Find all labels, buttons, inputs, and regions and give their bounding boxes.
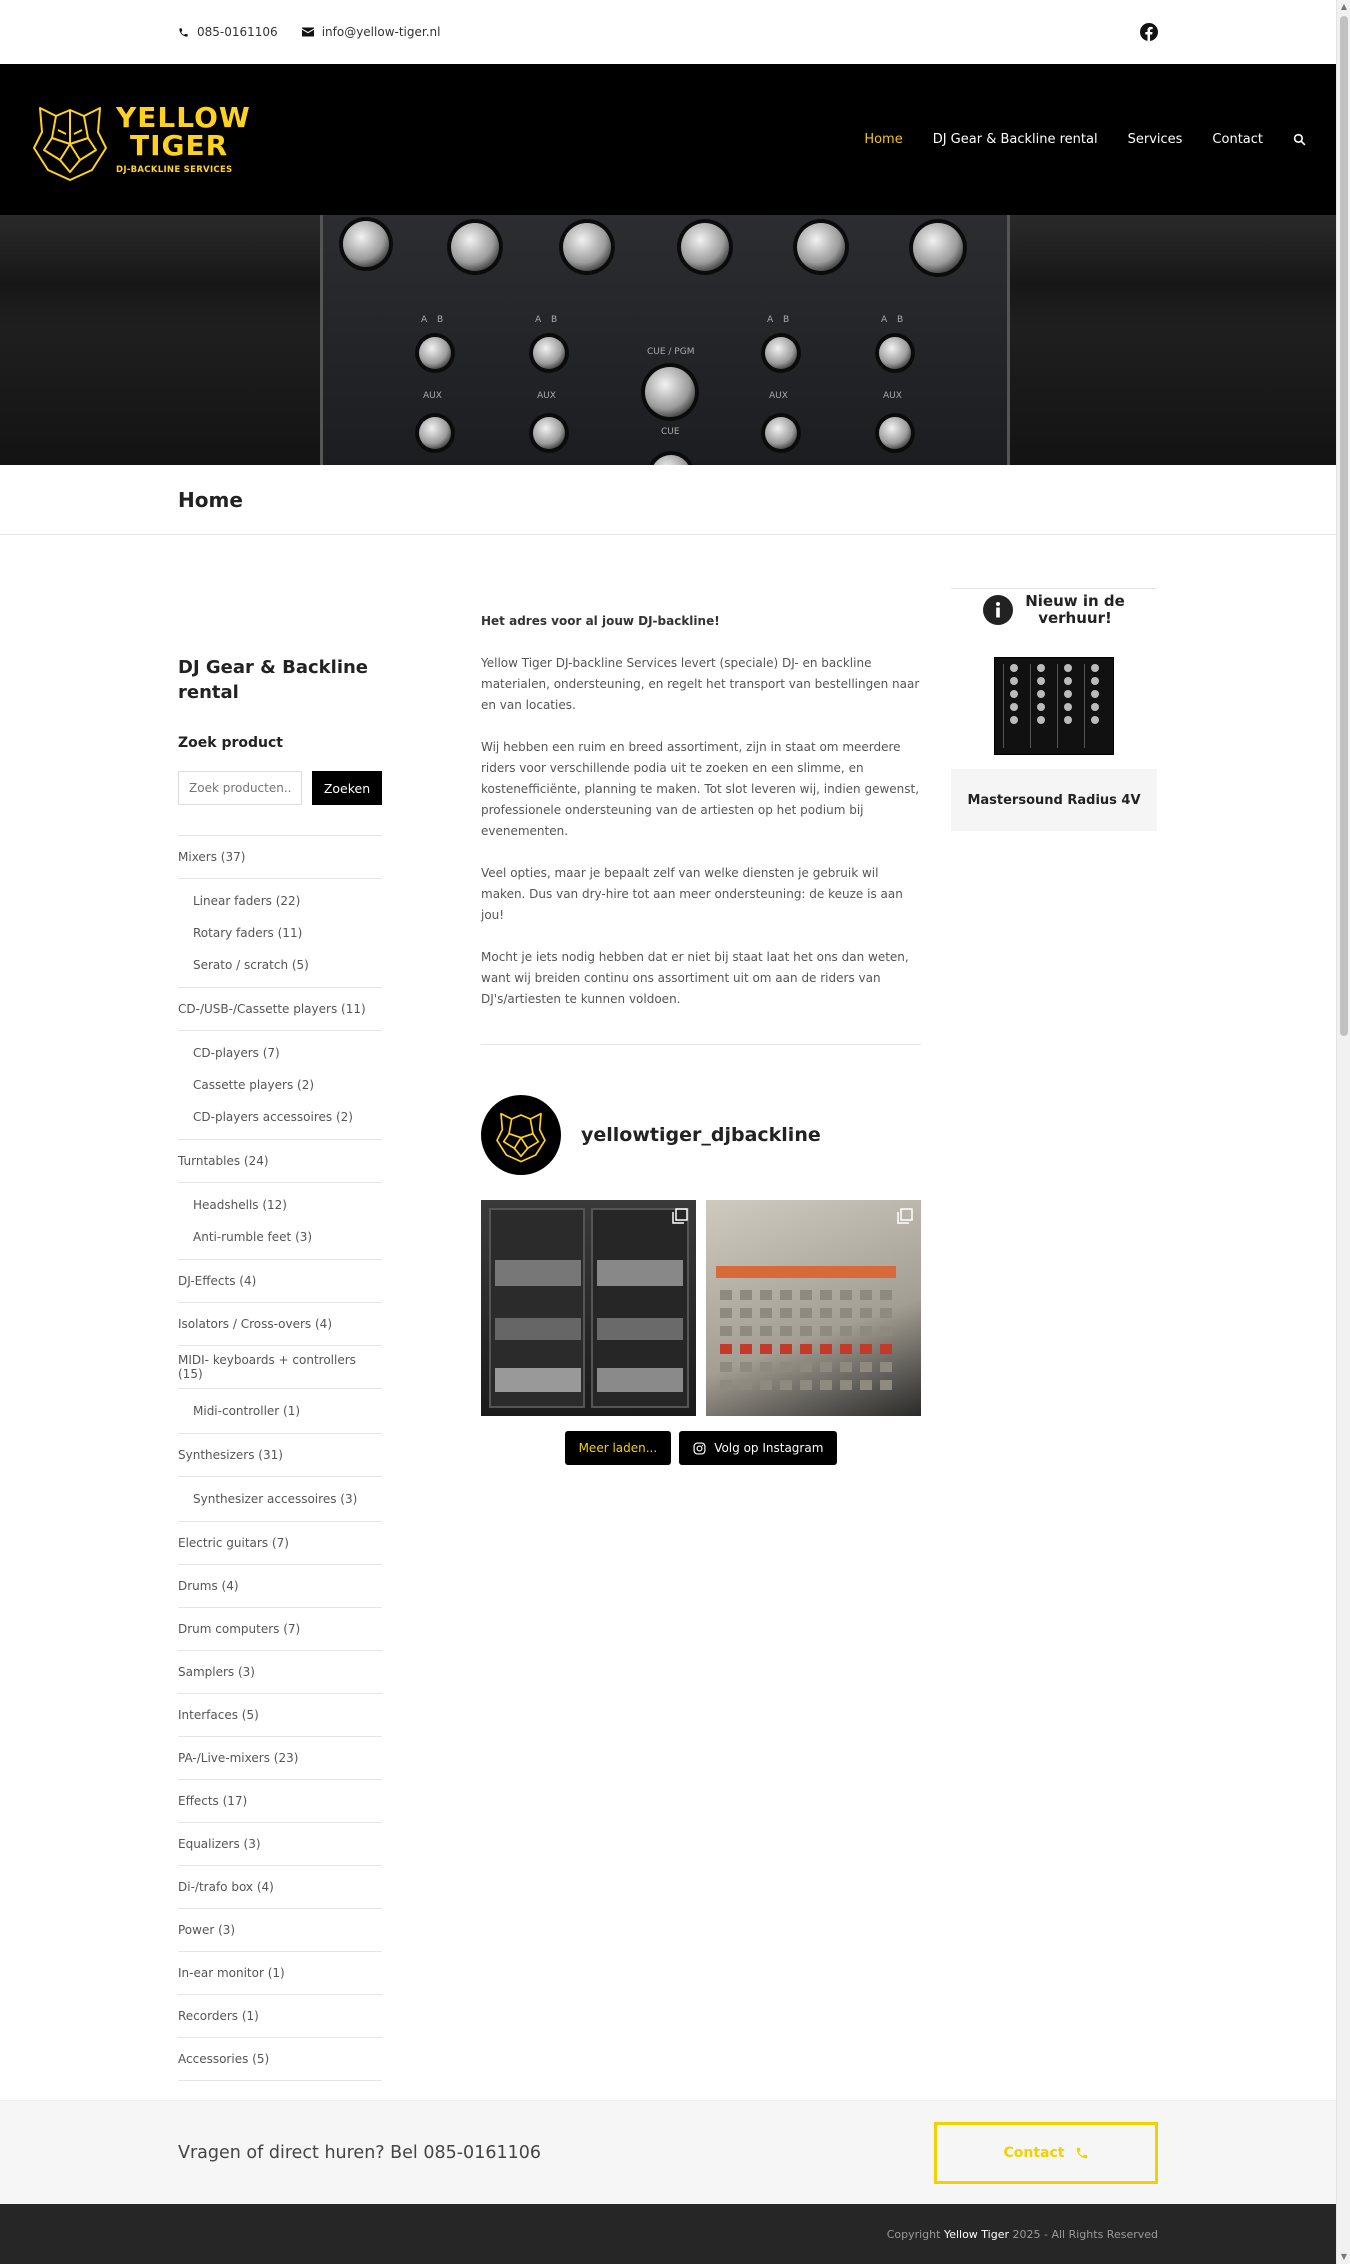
phone-icon (1075, 2146, 1089, 2160)
phone-contact[interactable] (178, 25, 278, 39)
drum-pad (880, 1362, 892, 1372)
category-link[interactable]: Interfaces (5) (178, 1708, 259, 1723)
drum-pad (800, 1326, 812, 1336)
logo-line-1: YELLOW (116, 101, 251, 135)
category-group (178, 1952, 382, 1995)
mini-knob (1091, 716, 1099, 724)
drum-pad (860, 1290, 872, 1300)
mini-knob (1091, 677, 1099, 685)
drum-pad (820, 1326, 832, 1336)
drum-pad (860, 1380, 872, 1390)
gear-unit (495, 1368, 581, 1392)
category-group (178, 1260, 382, 1303)
instagram-username[interactable]: yellowtiger_djbackline (581, 1123, 821, 1146)
mixer-knob (765, 417, 797, 449)
search-icon[interactable] (1293, 133, 1306, 146)
instagram-actions (481, 1431, 921, 1465)
drum-pad (760, 1308, 772, 1318)
scroll-up-arrow-icon[interactable]: ▲ (1340, 2, 1348, 11)
category-group (178, 1995, 382, 2038)
subcategory-link[interactable]: Linear faders (22) (193, 894, 301, 909)
category-group (178, 1866, 382, 1909)
fader-column (1003, 664, 1025, 748)
drum-pad (740, 1326, 752, 1336)
new-rental-widget (951, 588, 1157, 831)
drum-pad (840, 1362, 852, 1372)
drum-pad (780, 1326, 792, 1336)
drum-pad (880, 1290, 892, 1300)
gear-unit (597, 1318, 683, 1340)
category-group (178, 2038, 382, 2081)
fader-column (1030, 664, 1052, 748)
envelope-icon (302, 27, 314, 37)
mini-knob (1064, 716, 1072, 724)
mini-knob (1037, 703, 1045, 711)
page-title-bar (0, 465, 1336, 535)
drum-pad (860, 1308, 872, 1318)
category-link[interactable]: DJ-Effects (4) (178, 1274, 257, 1289)
subcategory-link[interactable]: CD-players (7) (193, 1046, 280, 1061)
sidebar-heading: DJ Gear & Backline rental (178, 657, 369, 704)
drum-pad (760, 1380, 772, 1390)
category-link[interactable]: In-ear monitor (1) (178, 1966, 285, 1981)
widget-title (951, 588, 1157, 627)
drum-pad (760, 1362, 772, 1372)
drum-pad (780, 1308, 792, 1318)
instagram-icon (693, 1442, 706, 1455)
phone-number: 085-0161106 (197, 25, 278, 39)
mini-knob (1064, 703, 1072, 711)
subcategory-link[interactable]: Serato / scratch (5) (193, 958, 309, 973)
instagram-avatar[interactable] (481, 1095, 561, 1175)
facebook-icon[interactable] (1140, 23, 1158, 41)
category-group (178, 1608, 382, 1651)
product-search-form (178, 771, 382, 805)
mixer-knob (419, 337, 451, 369)
gear-unit (597, 1260, 683, 1286)
category-link[interactable]: Recorders (1) (178, 2009, 259, 2024)
mini-knob (1010, 664, 1018, 672)
subcategory-link[interactable]: Rotary faders (11) (193, 926, 303, 941)
drum-pad (820, 1362, 832, 1372)
label-aux: AUX (883, 391, 902, 401)
category-link[interactable]: Electric guitars (7) (178, 1536, 289, 1551)
subcategory-link[interactable]: Cassette players (2) (193, 1078, 315, 1093)
drum-pad (840, 1290, 852, 1300)
drum-pad (840, 1380, 852, 1390)
widget-title-text: Nieuw in de verhuur! (1025, 592, 1125, 627)
mini-knob (1037, 664, 1045, 672)
product-search-input[interactable] (178, 771, 302, 805)
drum-pad (840, 1326, 852, 1336)
drum-pad (800, 1308, 812, 1318)
mixer-panel-image (320, 215, 1010, 465)
mixer-knob (797, 223, 845, 271)
category-link[interactable]: Accessories (5) (178, 2052, 270, 2067)
gear-unit (495, 1318, 581, 1340)
category-group (178, 1737, 382, 1780)
mixer-knob (645, 367, 695, 417)
instagram-post-drum-machine[interactable] (706, 1200, 921, 1416)
mini-knob (1091, 664, 1099, 672)
drum-pad (880, 1308, 892, 1318)
label-b: B (551, 315, 558, 325)
mixer-knob (419, 417, 451, 449)
mixer-knob (533, 337, 565, 369)
nav-contact[interactable]: Contact (1212, 132, 1263, 147)
site-logo[interactable] (30, 98, 251, 182)
mixer-knob (681, 223, 729, 271)
mini-knob (1091, 690, 1099, 698)
intro-heading: Het adres voor al jouw DJ-backline! (481, 614, 720, 628)
hero-side-left (0, 215, 320, 465)
content-divider (481, 1044, 921, 1045)
mini-knob (1064, 664, 1072, 672)
mini-knob (1010, 677, 1018, 685)
category-group (178, 1909, 382, 1952)
logo-tagline: DJ-BACKLINE SERVICES (116, 165, 233, 176)
scroll-down-arrow-icon[interactable]: ▼ (1340, 2252, 1348, 2261)
tiger-logo-icon (30, 98, 110, 182)
category-group (178, 1823, 382, 1866)
page-title: Home (178, 487, 243, 512)
copyright-suffix: 2025 - All Rights Reserved (1012, 2227, 1158, 2241)
subcategory-link[interactable]: Anti-rumble feet (3) (193, 1230, 313, 1245)
label-cue-pgm: CUE / PGM (647, 347, 695, 357)
subcategory-list (178, 1476, 382, 1521)
drum-pad (780, 1380, 792, 1390)
mini-knob (1037, 690, 1045, 698)
search-submit-button[interactable]: Zoeken (312, 771, 382, 805)
category-link[interactable]: Drums (4) (178, 1579, 239, 1594)
hero-side-right (1006, 215, 1336, 465)
site-footer (0, 2204, 1336, 2264)
category-link[interactable]: Power (3) (178, 1923, 236, 1938)
multi-post-icon (897, 1208, 913, 1224)
label-aux: AUX (423, 391, 442, 401)
intro-paragraph-1: Yellow Tiger DJ-backline Services levert (speciale) DJ- en backline materialen, ondersteuning, en regelt het transport van bestellingen naar en van locaties. (481, 656, 920, 712)
intro-paragraph-2: Wij hebben een ruim en breed assortiment, zijn in staat om meerdere riders voor verschillende podia uit te zoeken en een slimme, en kostenefficiënte, planning te maken. Tot slot leveren wij, indien gewenst, professionele ondersteuning van de artiesten op het podium bij evenementen. (481, 740, 920, 838)
category-group (178, 836, 382, 988)
contact-button[interactable] (934, 2122, 1158, 2184)
instagram-post-gear-cases[interactable] (481, 1200, 696, 1416)
category-link[interactable]: Turntables (24) (178, 1154, 269, 1169)
mixer-knob (913, 223, 963, 273)
drum-pad (720, 1326, 732, 1336)
category-group (178, 1140, 382, 1260)
category-link[interactable]: Mixers (37) (178, 850, 246, 865)
drum-pad (720, 1362, 732, 1372)
follow-instagram-button[interactable] (679, 1431, 837, 1465)
category-link[interactable]: CD-/USB-/Cassette players (11) (178, 1002, 366, 1017)
product-title[interactable] (951, 769, 1157, 831)
mixer-knob (533, 417, 565, 449)
top-bar (0, 0, 1336, 64)
subcategory-list (178, 878, 382, 987)
mini-knob (1037, 716, 1045, 724)
mini-knob (1010, 690, 1018, 698)
subcategory-link[interactable]: Synthesizer accessoires (3) (193, 1492, 358, 1507)
drum-pad (820, 1344, 832, 1354)
tiger-logo-icon (494, 1107, 548, 1163)
drum-pad (820, 1308, 832, 1318)
drum-pad (780, 1362, 792, 1372)
subcategory-list (178, 1030, 382, 1139)
category-link[interactable]: Synthesizers (31) (178, 1448, 283, 1463)
drum-pad (880, 1344, 892, 1354)
subcategory-link[interactable]: Headshells (12) (193, 1198, 287, 1213)
category-link[interactable]: Di-/trafo box (4) (178, 1880, 274, 1895)
mixer-knob (879, 337, 911, 369)
label-aux: AUX (537, 391, 556, 401)
scrollbar-thumb[interactable] (1340, 16, 1348, 1036)
mixer-knob (451, 223, 499, 271)
mini-knob (1091, 703, 1099, 711)
subcategory-list (178, 1388, 382, 1433)
drum-pad (720, 1344, 732, 1354)
drum-pad (740, 1362, 752, 1372)
product-name: Mastersound Radius 4V (967, 792, 1141, 808)
category-group (178, 1694, 382, 1737)
label-a: A (881, 315, 888, 325)
category-group (178, 1565, 382, 1608)
category-group (178, 1651, 382, 1694)
drum-pad (860, 1344, 872, 1354)
category-link[interactable]: MIDI- keyboards + controllers (15) (178, 1353, 356, 1382)
mixer-knob (343, 221, 389, 267)
subcategory-link[interactable]: Midi-controller (1) (193, 1404, 301, 1419)
call-to-action-bar (0, 2100, 1336, 2204)
category-link[interactable]: Effects (17) (178, 1794, 248, 1809)
drum-pad (760, 1326, 772, 1336)
category-group (178, 1346, 382, 1434)
home-content (481, 611, 921, 1465)
mini-knob (1064, 690, 1072, 698)
drum-pad (720, 1380, 732, 1390)
nav-services[interactable]: Services (1127, 132, 1183, 147)
drum-pad (800, 1362, 812, 1372)
label-b: B (437, 315, 444, 325)
page-scrollbar[interactable] (1336, 0, 1350, 2264)
drum-pad (780, 1344, 792, 1354)
category-group (178, 1434, 382, 1522)
drum-pad (860, 1362, 872, 1372)
mini-knob (1010, 703, 1018, 711)
category-group (178, 1303, 382, 1346)
drum-pad (740, 1380, 752, 1390)
site-header (0, 64, 1336, 215)
gear-unit (597, 1368, 683, 1392)
fader-column (1057, 664, 1079, 748)
category-link[interactable]: PA-/Live-mixers (23) (178, 1751, 299, 1766)
category-link[interactable]: Samplers (3) (178, 1665, 255, 1680)
drum-machine-pads (720, 1290, 910, 1400)
logo-line-2: TIGER (130, 129, 229, 163)
drum-pad (800, 1290, 812, 1300)
drum-pad (760, 1344, 772, 1354)
label-aux: AUX (769, 391, 788, 401)
hero-banner (0, 215, 1336, 465)
category-link[interactable]: Drum computers (7) (178, 1622, 301, 1637)
category-link[interactable]: Isolators / Cross-overs (4) (178, 1317, 332, 1332)
left-sidebar (178, 655, 382, 2081)
label-cue: CUE (661, 427, 680, 437)
gear-unit (495, 1260, 581, 1286)
cta-question: Vragen of direct huren? Bel 085-0161106 (178, 2142, 541, 2163)
drum-pad (860, 1326, 872, 1336)
drum-pad (820, 1290, 832, 1300)
drum-pad (720, 1290, 732, 1300)
category-link[interactable]: Equalizers (3) (178, 1837, 261, 1852)
drum-pad (740, 1290, 752, 1300)
product-image[interactable] (994, 657, 1114, 755)
main-nav (864, 132, 1306, 147)
instagram-feed (481, 1200, 921, 1416)
drum-pad (740, 1344, 752, 1354)
nav-dj-gear-backline-rental[interactable]: DJ Gear & Backline rental (932, 132, 1098, 147)
load-more-label: Meer laden... (578, 1440, 658, 1455)
follow-label: Volg op Instagram (714, 1440, 824, 1455)
search-heading: Zoek product (178, 735, 283, 752)
load-more-button[interactable] (565, 1431, 672, 1465)
category-group (178, 1780, 382, 1823)
drum-machine-stripe (716, 1266, 896, 1278)
drum-pad (880, 1326, 892, 1336)
mini-knob (1037, 677, 1045, 685)
label-b: B (783, 315, 790, 325)
drum-pad (840, 1308, 852, 1318)
copyright-brand[interactable]: Yellow Tiger (943, 2227, 1010, 2241)
mixer-knob (879, 417, 911, 449)
label-b: B (897, 315, 904, 325)
drum-pad (820, 1380, 832, 1390)
mini-knob (1064, 677, 1072, 685)
drum-pad (760, 1290, 772, 1300)
label-a: A (767, 315, 774, 325)
drum-pad (800, 1344, 812, 1354)
drum-pad (800, 1380, 812, 1390)
subcategory-list (178, 1182, 382, 1259)
nav-home[interactable]: Home (864, 132, 903, 147)
multi-post-icon (672, 1208, 688, 1224)
contact-button-label: Contact (1003, 2144, 1065, 2161)
mixer-knob (651, 455, 691, 465)
copyright-prefix: Copyright (886, 2227, 941, 2241)
drum-pad (740, 1308, 752, 1318)
drum-pad (780, 1290, 792, 1300)
drum-pad (720, 1308, 732, 1318)
subcategory-link[interactable]: CD-players accessoires (2) (193, 1110, 353, 1125)
drum-pad (880, 1380, 892, 1390)
intro-paragraph-3: Veel opties, maar je bepaalt zelf van welke diensten je gebruik wil maken. Dus van dry-hire tot aan meer ondersteuning: de keuze is aan jou! (481, 866, 903, 922)
phone-icon (178, 27, 189, 38)
label-a: A (421, 315, 428, 325)
intro-paragraph-4: Mocht je iets nodig hebben dat er niet bij staat laat het ons dan weten, want wij breiden continu ons assortiment uit om aan de riders van DJ's/artiesten te kunnen voldoen. (481, 950, 909, 1006)
label-a: A (535, 315, 542, 325)
main-content-area (0, 535, 1336, 2100)
email-contact[interactable] (302, 25, 441, 39)
instagram-header[interactable] (481, 1095, 921, 1175)
drum-pad (840, 1344, 852, 1354)
category-group (178, 1522, 382, 1565)
info-icon (983, 595, 1013, 625)
category-group (178, 988, 382, 1140)
category-list (178, 835, 382, 2081)
mini-knob (1010, 716, 1018, 724)
email-address: info@yellow-tiger.nl (321, 25, 441, 39)
mixer-knob (563, 223, 611, 271)
fader-column (1084, 664, 1106, 748)
mixer-knob (765, 337, 797, 369)
